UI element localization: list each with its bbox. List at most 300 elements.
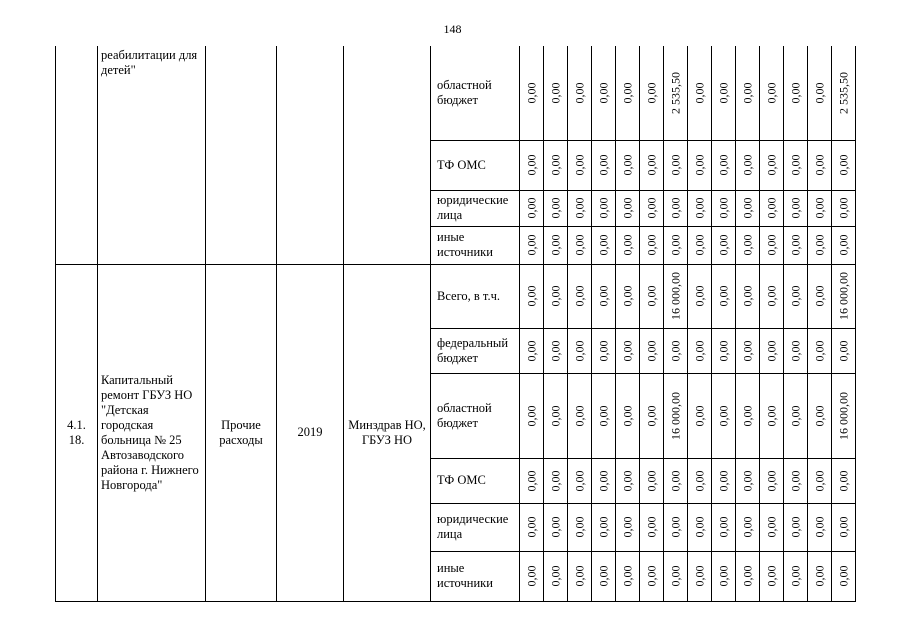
funding-source-cell: иные источники <box>431 226 520 264</box>
value-text: 0,00 <box>836 565 850 587</box>
value-cell <box>640 373 664 458</box>
value-text: 0,00 <box>836 470 850 491</box>
value-text: 0,00 <box>740 285 754 307</box>
value-cell <box>664 503 688 551</box>
value-cell <box>592 226 616 264</box>
value-cell <box>688 373 712 458</box>
value-cell <box>712 264 736 328</box>
value-cell <box>664 264 688 328</box>
value-cell <box>736 458 760 503</box>
value-text: 0,00 <box>812 82 826 104</box>
value-text: 0,00 <box>620 340 634 361</box>
value-text: 0,00 <box>692 285 706 307</box>
value-cell <box>640 226 664 264</box>
value-cell <box>736 503 760 551</box>
value-text: 0,00 <box>572 470 586 491</box>
value-text: 0,00 <box>524 565 538 587</box>
expense-category-cell: Прочие расходы <box>206 264 277 601</box>
value-text: 0,00 <box>812 234 826 256</box>
value-cell <box>640 551 664 601</box>
value-text: 0,00 <box>548 82 562 104</box>
value-text: 0,00 <box>764 516 778 538</box>
value-text: 0,00 <box>548 516 562 538</box>
value-text: 0,00 <box>812 470 826 491</box>
value-text: 0,00 <box>668 154 682 176</box>
value-text: 0,00 <box>524 82 538 104</box>
value-text: 0,00 <box>668 470 682 491</box>
value-cell <box>520 46 544 140</box>
value-cell <box>688 226 712 264</box>
value-text: 0,00 <box>740 340 754 361</box>
value-text: 0,00 <box>692 154 706 176</box>
funding-source-cell: ТФ ОМС <box>431 458 520 503</box>
value-text: 0,00 <box>764 154 778 176</box>
value-cell <box>712 551 736 601</box>
value-cell <box>784 46 808 140</box>
value-text: 0,00 <box>788 565 802 587</box>
value-text: 0,00 <box>788 154 802 176</box>
value-text: 0,00 <box>788 470 802 491</box>
value-text: 0,00 <box>620 565 634 587</box>
value-text: 0,00 <box>740 516 754 538</box>
value-cell <box>640 140 664 190</box>
value-cell <box>640 503 664 551</box>
value-text: 0,00 <box>668 516 682 538</box>
funding-source-cell: ТФ ОМС <box>431 140 520 190</box>
value-cell <box>712 226 736 264</box>
value-text: 0,00 <box>596 405 610 426</box>
value-text: 0,00 <box>668 234 682 256</box>
value-cell <box>832 373 856 458</box>
value-cell <box>688 328 712 373</box>
value-text: 16 000,00 <box>668 391 682 440</box>
value-text: 0,00 <box>620 234 634 256</box>
expense-category-cell <box>206 46 277 264</box>
value-cell <box>712 373 736 458</box>
value-text: 0,00 <box>812 565 826 587</box>
value-text: 0,00 <box>524 234 538 256</box>
value-text: 0,00 <box>596 516 610 538</box>
value-cell <box>640 458 664 503</box>
value-text: 0,00 <box>620 82 634 104</box>
value-text: 0,00 <box>764 197 778 219</box>
value-cell <box>808 328 832 373</box>
value-cell <box>544 140 568 190</box>
value-text: 0,00 <box>836 154 850 176</box>
value-cell <box>520 328 544 373</box>
year-cell <box>277 46 344 264</box>
value-text: 0,00 <box>764 234 778 256</box>
value-text: 0,00 <box>740 82 754 104</box>
value-text: 0,00 <box>692 340 706 361</box>
value-cell <box>640 46 664 140</box>
value-cell <box>688 46 712 140</box>
value-text: 0,00 <box>764 405 778 426</box>
table-row <box>56 264 856 328</box>
value-cell <box>832 503 856 551</box>
value-text: 0,00 <box>740 154 754 176</box>
value-text: 0,00 <box>668 197 682 219</box>
value-text: 0,00 <box>644 234 658 256</box>
value-text: 0,00 <box>572 340 586 361</box>
value-cell <box>640 264 664 328</box>
value-cell <box>784 373 808 458</box>
value-text: 0,00 <box>788 516 802 538</box>
value-text: 0,00 <box>644 516 658 538</box>
value-cell <box>736 140 760 190</box>
value-cell <box>520 226 544 264</box>
value-cell <box>568 46 592 140</box>
value-text: 0,00 <box>740 470 754 491</box>
item-number-cell <box>56 46 98 264</box>
value-cell <box>592 458 616 503</box>
funding-source-cell: юридические лица <box>431 503 520 551</box>
value-text: 0,00 <box>668 565 682 587</box>
value-cell <box>760 264 784 328</box>
value-cell <box>688 264 712 328</box>
value-cell <box>544 226 568 264</box>
value-cell <box>616 46 640 140</box>
item-title-cell: Капитальный ремонт ГБУЗ НО "Детская городская больница № 25 Автозаводского района г. Нижнего Новгорода" <box>98 264 206 601</box>
value-cell <box>712 458 736 503</box>
value-text: 0,00 <box>836 340 850 361</box>
value-cell <box>568 264 592 328</box>
value-text: 0,00 <box>548 154 562 176</box>
value-text: 0,00 <box>812 516 826 538</box>
value-cell <box>664 328 688 373</box>
value-cell <box>760 328 784 373</box>
value-cell <box>736 328 760 373</box>
value-cell <box>784 226 808 264</box>
value-cell <box>520 373 544 458</box>
value-text: 0,00 <box>812 340 826 361</box>
value-text: 0,00 <box>764 285 778 307</box>
value-cell <box>784 328 808 373</box>
value-cell <box>592 264 616 328</box>
value-cell <box>736 373 760 458</box>
value-cell <box>760 226 784 264</box>
value-cell <box>544 503 568 551</box>
value-cell <box>568 190 592 226</box>
value-text: 0,00 <box>524 285 538 307</box>
funding-source-cell: областной бюджет <box>431 46 520 140</box>
page-number: 148 <box>443 22 462 36</box>
value-cell <box>832 458 856 503</box>
value-cell <box>688 551 712 601</box>
value-text: 0,00 <box>596 285 610 307</box>
value-text: 0,00 <box>716 405 730 426</box>
value-text: 0,00 <box>812 197 826 219</box>
value-cell <box>808 264 832 328</box>
value-text: 0,00 <box>620 516 634 538</box>
value-cell <box>616 140 640 190</box>
value-text: 0,00 <box>596 340 610 361</box>
value-text: 0,00 <box>596 234 610 256</box>
value-text: 0,00 <box>548 565 562 587</box>
value-cell <box>784 190 808 226</box>
value-cell <box>616 190 640 226</box>
value-text: 0,00 <box>788 234 802 256</box>
value-text: 0,00 <box>716 340 730 361</box>
value-cell <box>808 503 832 551</box>
value-cell <box>544 458 568 503</box>
value-cell <box>616 503 640 551</box>
value-text: 0,00 <box>596 565 610 587</box>
value-text: 0,00 <box>524 154 538 176</box>
value-text: 0,00 <box>764 82 778 104</box>
value-cell <box>808 226 832 264</box>
value-cell <box>784 140 808 190</box>
value-cell <box>520 264 544 328</box>
value-text: 0,00 <box>596 154 610 176</box>
value-text: 0,00 <box>764 470 778 491</box>
value-text: 0,00 <box>572 197 586 219</box>
value-text: 0,00 <box>788 405 802 426</box>
value-cell <box>712 190 736 226</box>
value-text: 0,00 <box>572 565 586 587</box>
value-cell <box>544 373 568 458</box>
value-text: 0,00 <box>716 565 730 587</box>
value-cell <box>568 226 592 264</box>
value-cell <box>664 551 688 601</box>
value-cell <box>592 140 616 190</box>
value-text: 0,00 <box>548 234 562 256</box>
value-cell <box>808 551 832 601</box>
value-cell <box>784 458 808 503</box>
budget-table <box>55 46 856 602</box>
value-text: 0,00 <box>572 405 586 426</box>
value-cell <box>808 458 832 503</box>
value-cell <box>568 503 592 551</box>
value-text: 0,00 <box>764 565 778 587</box>
value-text: 0,00 <box>572 82 586 104</box>
value-cell <box>760 46 784 140</box>
value-cell <box>688 503 712 551</box>
value-text: 0,00 <box>836 197 850 219</box>
value-cell <box>760 190 784 226</box>
value-text: 16 000,00 <box>668 272 682 320</box>
value-text: 0,00 <box>740 565 754 587</box>
value-text: 0,00 <box>812 154 826 176</box>
value-cell <box>520 458 544 503</box>
value-cell <box>568 551 592 601</box>
value-text: 0,00 <box>740 234 754 256</box>
value-cell <box>832 46 856 140</box>
value-text: 0,00 <box>548 197 562 219</box>
value-cell <box>688 458 712 503</box>
value-cell <box>520 551 544 601</box>
value-text: 0,00 <box>524 197 538 219</box>
value-cell <box>736 264 760 328</box>
value-text: 0,00 <box>572 234 586 256</box>
value-cell <box>832 226 856 264</box>
value-text: 0,00 <box>620 405 634 426</box>
value-text: 0,00 <box>644 340 658 361</box>
value-cell <box>568 458 592 503</box>
value-text: 16 000,00 <box>836 391 850 440</box>
value-cell <box>544 190 568 226</box>
value-text: 0,00 <box>836 234 850 256</box>
value-text: 0,00 <box>620 197 634 219</box>
value-cell <box>832 328 856 373</box>
value-cell <box>712 503 736 551</box>
value-text: 0,00 <box>548 285 562 307</box>
value-cell <box>664 140 688 190</box>
value-text: 0,00 <box>524 405 538 426</box>
value-text: 0,00 <box>692 470 706 491</box>
value-text: 0,00 <box>644 405 658 426</box>
value-cell <box>784 551 808 601</box>
value-cell <box>664 458 688 503</box>
value-text: 0,00 <box>644 285 658 307</box>
value-text: 0,00 <box>524 516 538 538</box>
value-cell <box>616 328 640 373</box>
value-cell <box>568 140 592 190</box>
value-text: 0,00 <box>644 197 658 219</box>
value-text: 0,00 <box>716 470 730 491</box>
value-text: 0,00 <box>620 285 634 307</box>
value-text: 0,00 <box>644 154 658 176</box>
value-text: 0,00 <box>740 405 754 426</box>
value-cell <box>784 264 808 328</box>
value-cell <box>736 190 760 226</box>
value-text: 0,00 <box>812 405 826 426</box>
value-cell <box>760 373 784 458</box>
value-text: 0,00 <box>524 470 538 491</box>
funding-source-cell: иные источники <box>431 551 520 601</box>
funding-source-cell: юридические лица <box>431 190 520 226</box>
value-text: 0,00 <box>716 82 730 104</box>
value-text: 0,00 <box>548 405 562 426</box>
funding-source-cell: Всего, в т.ч. <box>431 264 520 328</box>
value-cell <box>664 373 688 458</box>
value-text: 0,00 <box>548 470 562 491</box>
value-cell <box>712 46 736 140</box>
funding-source-cell: областной бюджет <box>431 373 520 458</box>
value-text: 0,00 <box>716 154 730 176</box>
value-cell <box>736 551 760 601</box>
value-cell <box>712 328 736 373</box>
value-cell <box>592 190 616 226</box>
value-cell <box>592 328 616 373</box>
value-text: 0,00 <box>692 234 706 256</box>
value-cell <box>760 458 784 503</box>
value-cell <box>808 373 832 458</box>
value-text: 0,00 <box>788 285 802 307</box>
value-text: 0,00 <box>572 516 586 538</box>
value-cell <box>832 264 856 328</box>
value-text: 0,00 <box>836 516 850 538</box>
value-text: 2 535,50 <box>836 71 850 114</box>
value-text: 0,00 <box>692 516 706 538</box>
value-cell <box>688 140 712 190</box>
value-text: 0,00 <box>716 285 730 307</box>
value-text: 0,00 <box>716 234 730 256</box>
value-cell <box>592 46 616 140</box>
value-text: 0,00 <box>764 340 778 361</box>
value-cell <box>616 551 640 601</box>
value-cell <box>520 140 544 190</box>
value-cell <box>736 46 760 140</box>
value-cell <box>664 46 688 140</box>
value-cell <box>832 190 856 226</box>
value-cell <box>760 551 784 601</box>
value-cell <box>592 551 616 601</box>
executor-cell: Минздрав НО, ГБУЗ НО <box>344 264 431 601</box>
value-cell <box>520 503 544 551</box>
value-cell <box>640 190 664 226</box>
value-cell <box>832 140 856 190</box>
value-text: 0,00 <box>644 565 658 587</box>
value-text: 0,00 <box>692 82 706 104</box>
table-row <box>56 46 856 140</box>
value-text: 0,00 <box>716 197 730 219</box>
value-cell <box>808 46 832 140</box>
value-text: 0,00 <box>596 470 610 491</box>
value-cell <box>640 328 664 373</box>
value-text: 0,00 <box>596 197 610 219</box>
executor-cell <box>344 46 431 264</box>
value-cell <box>568 373 592 458</box>
value-text: 16 000,00 <box>836 272 850 320</box>
value-cell <box>544 46 568 140</box>
value-cell <box>544 328 568 373</box>
value-text: 0,00 <box>668 340 682 361</box>
value-cell <box>616 373 640 458</box>
funding-source-cell: федеральный бюджет <box>431 328 520 373</box>
item-number-cell: 4.1. 18. <box>56 264 98 601</box>
value-cell <box>664 190 688 226</box>
value-text: 2 535,50 <box>668 71 682 114</box>
value-cell <box>688 190 712 226</box>
value-text: 0,00 <box>716 516 730 538</box>
value-text: 0,00 <box>644 470 658 491</box>
item-title-cell: реабилитации для детей" <box>98 46 206 264</box>
value-cell <box>784 503 808 551</box>
value-cell <box>808 140 832 190</box>
value-cell <box>736 226 760 264</box>
value-cell <box>568 328 592 373</box>
value-text: 0,00 <box>692 405 706 426</box>
value-cell <box>544 551 568 601</box>
value-text: 0,00 <box>788 340 802 361</box>
value-text: 0,00 <box>692 197 706 219</box>
value-cell <box>760 140 784 190</box>
value-text: 0,00 <box>548 340 562 361</box>
value-text: 0,00 <box>572 285 586 307</box>
value-text: 0,00 <box>740 197 754 219</box>
value-cell <box>616 458 640 503</box>
value-text: 0,00 <box>692 565 706 587</box>
value-cell <box>808 190 832 226</box>
value-cell <box>712 140 736 190</box>
value-cell <box>760 503 784 551</box>
value-text: 0,00 <box>788 82 802 104</box>
value-text: 0,00 <box>644 82 658 104</box>
value-cell <box>592 373 616 458</box>
value-text: 0,00 <box>812 285 826 307</box>
value-cell <box>664 226 688 264</box>
value-cell <box>592 503 616 551</box>
value-cell <box>832 551 856 601</box>
year-cell: 2019 <box>277 264 344 601</box>
value-text: 0,00 <box>788 197 802 219</box>
value-cell <box>616 226 640 264</box>
value-text: 0,00 <box>572 154 586 176</box>
value-text: 0,00 <box>596 82 610 104</box>
value-text: 0,00 <box>620 154 634 176</box>
value-text: 0,00 <box>620 470 634 491</box>
